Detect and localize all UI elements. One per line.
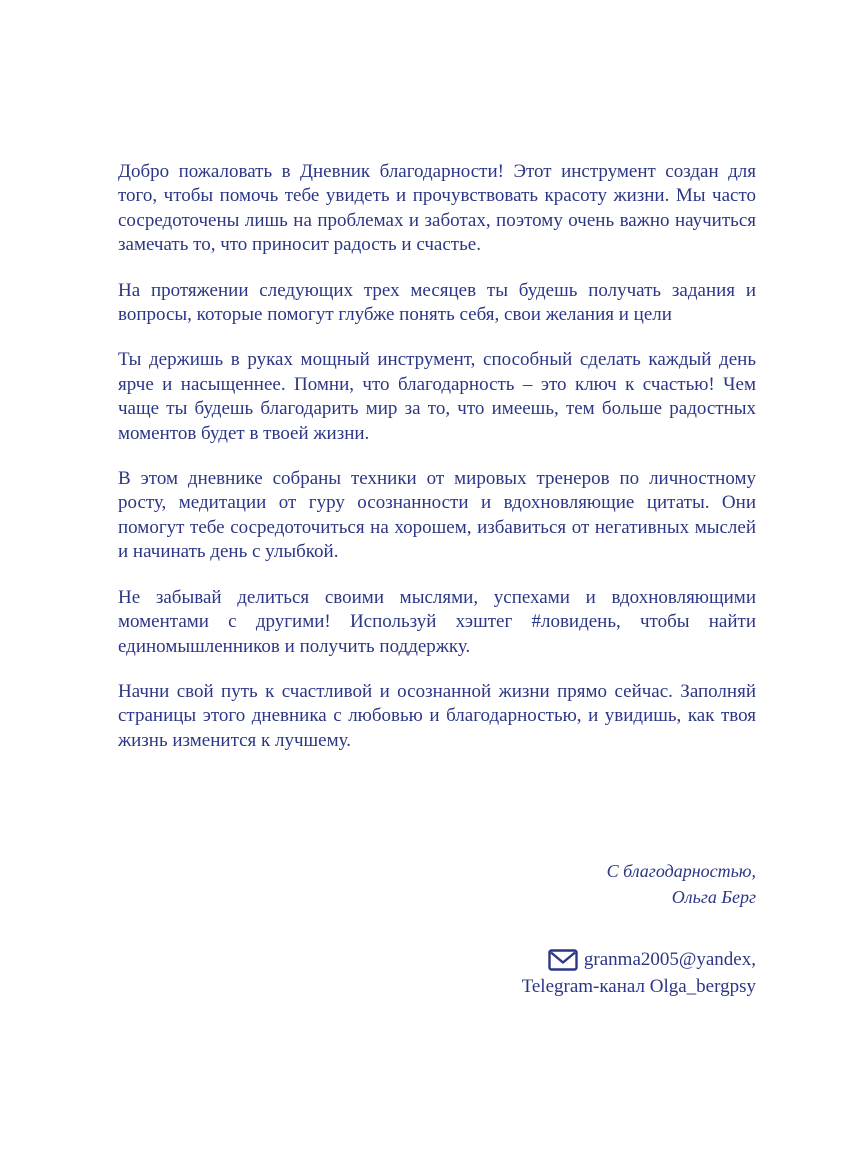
contacts-block [522,946,756,1000]
telegram-line [522,973,756,1000]
paragraph-powerful-tool: Ты держишь в руках мощный инструмент, способный сделать каждый день ярче и насыщеннее. Помни, что благодарность – это ключ к счастью! Чем чаще ты будешь благодарить мир за то, что имеешь, тем больше радостных моментов будет в твоей жизни. [118,349,756,444]
paragraph-start-journey: Начни свой путь к счастливой и осознанной жизни прямо сейчас. Заполняй страницы этого дневника с любовью и благодарностью, и увидишь, как твоя жизнь изменится к лучшему. [118,680,756,751]
signature-block [607,858,756,910]
paragraph-techniques: В этом дневнике собраны техники от мировых тренеров по личностному росту, медитации от гуру осознанности и вдохновляющие цитаты. Они помогут тебе сосредоточиться на хорошем, избавиться от негативных мыслей и начинать день с улыбкой. [118,468,756,563]
paragraph-three-months: На протяжении следующих трех месяцев ты будешь получать задания и вопросы, которые помогут глубже понять себя, свои желания и цели [118,279,756,326]
paragraph-welcome: Добро пожаловать в Дневник благодарности! Этот инструмент создан для того, чтобы помочь тебе увидеть и прочувствовать красоту жизни. Мы часто сосредоточены лишь на проблемах и заботах, поэтому очень важно научиться замечать то, что приносит радость и счастье. [118,161,756,256]
signature-name: Ольга Берг [671,887,756,907]
email-line [522,946,756,973]
envelope-icon [548,949,578,971]
paragraph-share: Не забывай делиться своими мыслями, успехами и вдохновляющими моментами с другими! Используй хэштег #ловидень, чтобы найти единомышленников и получить поддержку. [118,586,756,657]
email-link[interactable]: granma2005@yandex, [583,949,756,970]
signature-closing: С благодарностью, [606,861,756,881]
telegram-link[interactable]: Telegram-канал Olga_bergpsy [521,976,756,997]
letter-body [118,160,756,774]
